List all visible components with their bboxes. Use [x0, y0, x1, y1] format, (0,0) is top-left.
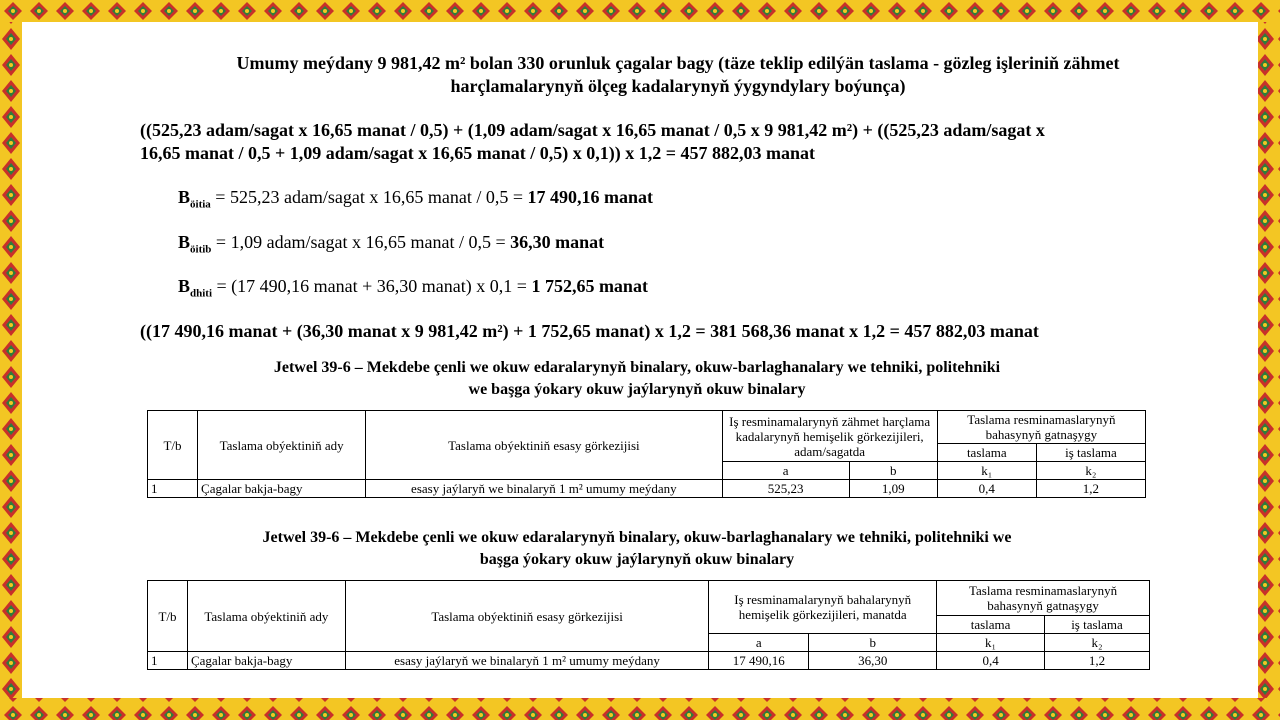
header-norm-indicators: Iş resminamalarynyň zähmet harçlama kadalarynyň hemişelik görkezijileri, adam/sagatda	[722, 411, 937, 462]
header-is-taslama: iş taslama	[1045, 616, 1150, 634]
header-k2: k₂	[1045, 634, 1150, 652]
formula-line-2: 16,65 manat / 0,5 + 1,09 adam/sagat x 16,65 manat / 0,5) x 0,1)) x 1,2 = 457 882,03 manat	[140, 143, 815, 163]
b-result: 1 752,65 manat	[531, 276, 648, 296]
header-taslama: taslama	[937, 616, 1045, 634]
main-formula	[140, 119, 1250, 165]
cell-object-name: Çagalar bakja-bagy	[187, 652, 345, 670]
final-formula: ((17 490,16 manat + (36,30 manat x 9 981,42 m²) + 1 752,65 manat) x 1,2 = 381 568,36 manat x 1,2 = 457 882,03 manat	[140, 321, 1039, 341]
table-header-row	[148, 581, 1150, 616]
header-k1: k₁	[937, 462, 1036, 480]
document-page	[22, 22, 1258, 698]
cell-b: 36,30	[809, 652, 937, 670]
table2	[147, 580, 1150, 670]
table2-caption	[152, 527, 1122, 571]
header-b: b	[849, 462, 937, 480]
header-main-indicator: Taslama obýektiniň esasy görkezijisi	[345, 581, 709, 652]
b-label: B	[178, 276, 191, 296]
cell-a: 525,23	[722, 480, 849, 498]
cell-number: 1	[148, 480, 198, 498]
header-a: a	[709, 634, 809, 652]
b-subscript: öitia	[190, 198, 211, 211]
b-subscript: dhiti	[190, 287, 213, 300]
b-expression: = 1,09 adam/sagat x 16,65 manat / 0,5 =	[211, 232, 511, 252]
header-cost-ratio: Taslama resminamaslarynyň bahasynyň gatnaşygy	[937, 581, 1150, 616]
table2-caption-line-2: başga ýokary okuw jaýlarynyň okuw binalary	[479, 551, 795, 568]
table1	[147, 410, 1146, 498]
b-expression: = (17 490,16 manat + 36,30 manat) x 0,1 =	[212, 276, 532, 296]
header-k1: k₁	[937, 634, 1045, 652]
header-tb: T/b	[148, 581, 188, 652]
b-result: 36,30 manat	[510, 232, 605, 252]
table1-caption-line-2: we başga ýokary okuw jaýlarynyň okuw binalary	[468, 381, 806, 398]
table-row	[148, 652, 1150, 670]
b-label: B	[178, 187, 191, 207]
cell-k2: 1,2	[1045, 652, 1150, 670]
cell-number: 1	[148, 652, 188, 670]
header-k2: k₂	[1036, 462, 1145, 480]
b-subscript: öitib	[190, 243, 212, 256]
header-object-name: Taslama obýektiniň ady	[187, 581, 345, 652]
cell-a: 17 490,16	[709, 652, 809, 670]
cell-object-name: Çagalar bakja-bagy	[198, 480, 366, 498]
header-cost-ratio: Taslama resminamaslarynyň bahasynyň gatnaşygy	[937, 411, 1145, 444]
document-title	[178, 52, 1178, 98]
b-result: 17 490,16 manat	[527, 187, 654, 207]
table1-caption-line-1: Jetwel 39-6 – Mekdebe çenli we okuw edaralarynyň binalary, okuw-barlaghanalary we tehniki, politehniki	[273, 359, 1001, 376]
title-line-1: Umumy meýdany 9 981,42 m² bolan 330 orunluk çagalar bagy (täze teklip edilýän taslama - gözleg işleriniň zähmet	[236, 53, 1120, 73]
header-object-name: Taslama obýektiniň ady	[198, 411, 366, 480]
header-b: b	[809, 634, 937, 652]
cell-k1: 0,4	[937, 480, 1036, 498]
cell-main-indicator: esasy jaýlaryň we binalaryň 1 m² umumy meýdany	[345, 652, 709, 670]
header-main-indicator: Taslama obýektiniň esasy görkezijisi	[366, 411, 722, 480]
b-label: B	[178, 232, 191, 252]
cell-main-indicator: esasy jaýlaryň we binalaryň 1 m² umumy meýdany	[366, 480, 722, 498]
table1-caption	[152, 357, 1122, 401]
title-line-2: harçlamalarynyň ölçeg kadalarynyň ýygyndylary boýunça)	[450, 76, 906, 96]
cell-k1: 0,4	[937, 652, 1045, 670]
formula-line-1: ((525,23 adam/sagat x 16,65 manat / 0,5) + (1,09 adam/sagat x 16,65 manat / 0,5 x 9 981,42 m²) + ((525,23 adam/sagat x	[140, 120, 1045, 140]
table-header-row	[148, 411, 1146, 444]
header-is-taslama: iş taslama	[1036, 444, 1145, 462]
header-norm-indicators: Iş resminamalarynyň bahalarynyň hemişelik görkezijileri, manatda	[709, 581, 937, 634]
b-expression: = 525,23 adam/sagat x 16,65 manat / 0,5 =	[210, 187, 528, 207]
cell-k2: 1,2	[1036, 480, 1145, 498]
formula-b-oitia	[178, 186, 653, 217]
header-taslama: taslama	[937, 444, 1036, 462]
cell-b: 1,09	[849, 480, 937, 498]
formula-b-oitib	[178, 231, 604, 262]
formula-b-dhiti	[178, 275, 648, 306]
table-row	[148, 480, 1146, 498]
header-a: a	[722, 462, 849, 480]
header-tb: T/b	[148, 411, 198, 480]
table2-caption-line-1: Jetwel 39-6 – Mekdebe çenli we okuw edaralarynyň binalary, okuw-barlaghanalary we tehniki, politehniki we	[262, 529, 1012, 546]
